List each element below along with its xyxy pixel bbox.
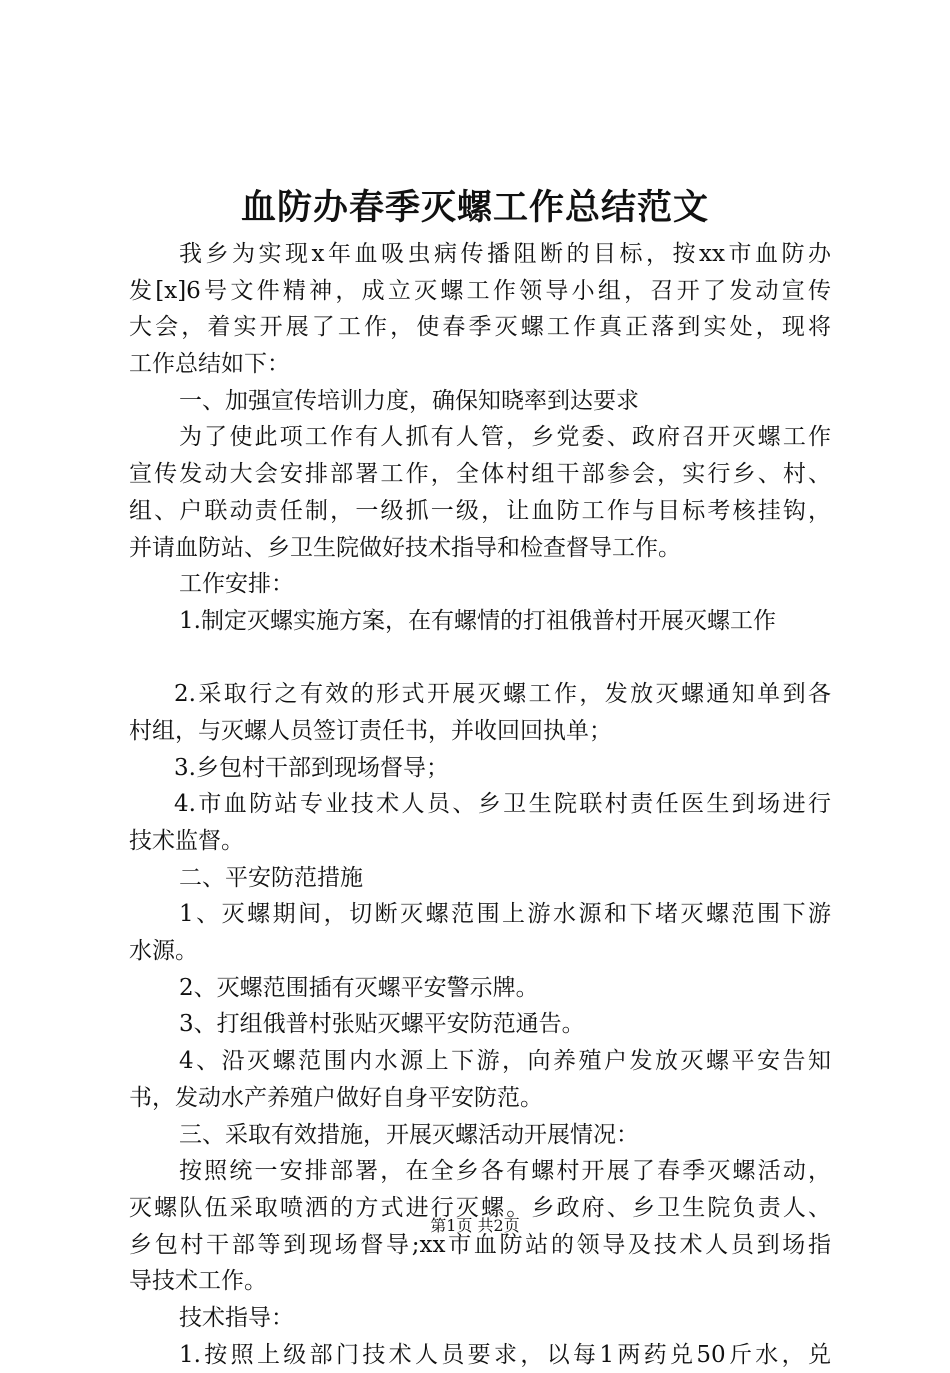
document-title: 血防办春季灭螺工作总结范文: [240, 187, 709, 228]
paragraph-line: 灭螺队伍采取喷洒的方式进行灭螺。乡政府、乡卫生院负责人、: [129, 1194, 831, 1221]
list-item: 3、打组俄普村张贴灭螺平安防范通告。: [179, 1011, 585, 1038]
list-item: 1、灭螺期间，切断灭螺范围上游水源和下堵灭螺范围下游: [179, 901, 831, 928]
section-heading: 一、加强宣传培训力度，确保知晓率到达要求: [179, 387, 639, 414]
document-body: [129, 236, 831, 1373]
paragraph-line: 导技术工作。: [129, 1268, 267, 1295]
list-item: 1.制定灭螺实施方案，在有螺情的打祖俄普村开展灭螺工作: [179, 607, 776, 634]
paragraph-line: 按照统一安排部署，在全乡各有螺村开展了春季灭螺活动，: [179, 1158, 831, 1185]
subheading: 工作安排：: [179, 571, 294, 598]
list-item-continuation: 水源。: [129, 938, 198, 965]
list-item: 4、沿灭螺范围内水源上下游，向养殖户发放灭螺平安告知: [179, 1048, 831, 1075]
page-number: 第1页 共2页: [430, 1216, 520, 1235]
list-item: 3.乡包村干部到现场督导；: [174, 754, 449, 781]
paragraph-line: 我乡为实现x年血吸虫病传播阻断的目标，按xx市血防办: [179, 241, 831, 267]
paragraph-line: 发[x]6号文件精神，成立灭螺工作领导小组，召开了发动宣传: [129, 277, 831, 304]
list-item-continuation: 村组，与灭螺人员签订责任书，并收回回执单；: [129, 717, 612, 744]
paragraph-line: 宣传发动大会安排部署工作，全体村组干部参会，实行乡、村、: [129, 461, 831, 488]
paragraph-line: 为了使此项工作有人抓有人管，乡党委、政府召开灭螺工作: [179, 424, 831, 451]
list-item-continuation: 书，发动水产养殖户做好自身平安防范。: [129, 1084, 543, 1111]
list-item-continuation: 技术监督。: [129, 828, 244, 854]
paragraph-line: 并请血防站、乡卫生院做好技术指导和检查督导工作。: [129, 534, 681, 561]
paragraph-line: 乡包村干部等到现场督导;xx市血防站的领导及技术人员到场指: [129, 1231, 831, 1258]
list-item: 2.采取行之有效的形式开展灭螺工作，发放灭螺通知单到各: [174, 681, 831, 708]
list-item: 1.按照上级部门技术人员要求，以每1两药兑50斤水，兑: [179, 1341, 831, 1368]
blank-line: [129, 640, 831, 677]
list-item: 4.市血防站专业技术人员、乡卫生院联村责任医生到场进行: [174, 791, 831, 818]
paragraph-line: 大会，着实开展了工作，使春季灭螺工作真正落到实处，现将: [129, 314, 831, 341]
subheading: 技术指导：: [179, 1304, 294, 1331]
list-item: 2、灭螺范围插有灭螺平安警示牌。: [179, 974, 539, 1001]
section-heading: 三、采取有效措施，开展灭螺活动开展情况：: [179, 1121, 639, 1148]
paragraph-line: 组、户联动责任制，一级抓一级，让血防工作与目标考核挂钩，: [129, 497, 831, 524]
section-heading: 二、平安防范措施: [179, 864, 363, 891]
paragraph-line: 工作总结如下：: [129, 351, 290, 378]
